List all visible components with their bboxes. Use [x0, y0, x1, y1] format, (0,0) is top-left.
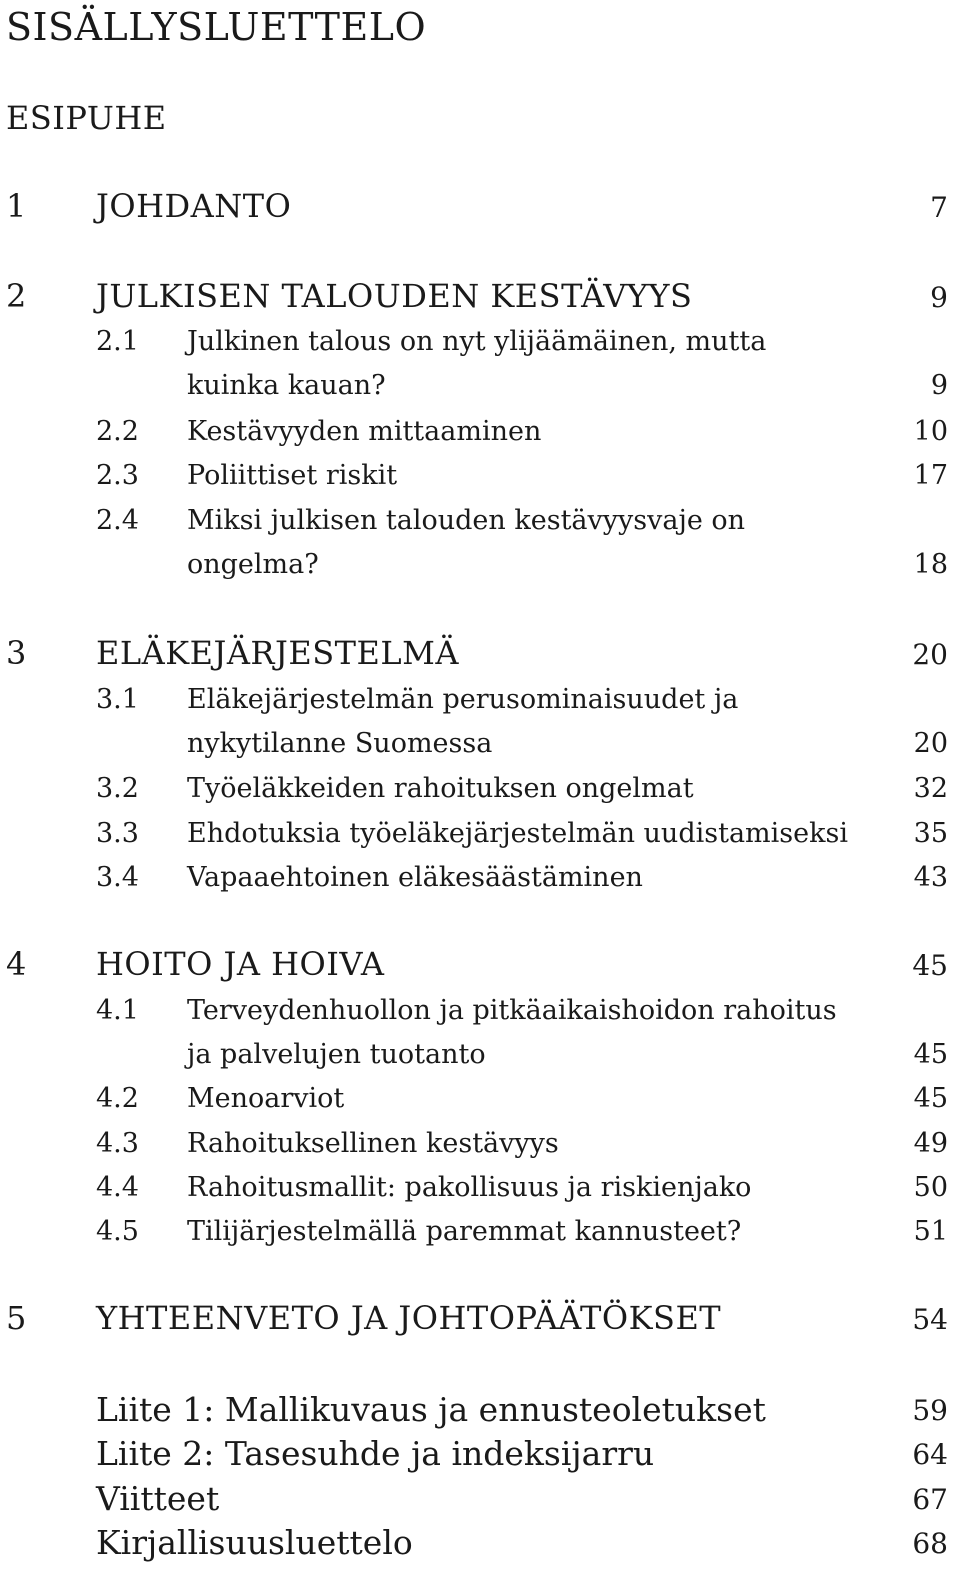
- section-title: Miksi julkisen talouden kestävyysvaje on: [187, 505, 746, 536]
- section-number: 2.4: [96, 505, 139, 536]
- section-title: Kestävyyden mittaaminen: [187, 416, 542, 447]
- toc-section-2-4[interactable]: [0, 507, 960, 557]
- page-number: 45: [913, 1083, 948, 1114]
- page-number: 59: [912, 1394, 948, 1427]
- section-title-continued: kuinka kauan?: [187, 370, 386, 401]
- page-number: 45: [913, 1039, 948, 1070]
- toc-section-2-2[interactable]: [0, 418, 960, 468]
- page-number: 50: [913, 1172, 948, 1203]
- section-number: 4.4: [96, 1172, 139, 1203]
- chapter-number: 1: [6, 187, 27, 225]
- section-number: 2.2: [96, 416, 139, 447]
- section-number: 4.3: [96, 1128, 139, 1159]
- section-title: Poliittiset riskit: [187, 460, 398, 491]
- section-title: Tilijärjestelmällä paremmat kannusteet?: [187, 1216, 742, 1247]
- section-number: 4.1: [96, 995, 139, 1026]
- toc-heading: SISÄLLYSLUETTELO: [6, 5, 427, 49]
- toc-chapter-4[interactable]: [0, 945, 960, 998]
- section-title: Terveydenhuollon ja pitkäaikaishoidon rahoitus: [187, 995, 837, 1026]
- page-number: 45: [912, 949, 948, 982]
- toc-section-2-4-cont[interactable]: [0, 551, 960, 601]
- chapter-number: 3: [6, 634, 27, 672]
- toc-foreword[interactable]: ESIPUHE: [6, 99, 167, 137]
- page-number: 17: [913, 460, 948, 491]
- page-number: 32: [913, 773, 948, 804]
- section-title: Vapaaehtoinen eläkesäästäminen: [187, 862, 643, 893]
- section-title-continued: nykytilanne Suomessa: [187, 728, 493, 759]
- section-number: 2.3: [96, 460, 139, 491]
- page-number: 54: [912, 1303, 948, 1336]
- page-number: 68: [912, 1527, 948, 1560]
- toc-chapter-2[interactable]: [0, 277, 960, 330]
- page-number: 49: [913, 1128, 948, 1159]
- toc-chapter-1[interactable]: [0, 187, 960, 240]
- toc-bibliography[interactable]: [0, 1523, 960, 1576]
- appendix-title: Kirjallisuusluettelo: [96, 1523, 413, 1562]
- section-title: Rahoitusmallit: pakollisuus ja riskienjako: [187, 1172, 752, 1203]
- section-number: 4.5: [96, 1216, 139, 1247]
- appendix-title: Viitteet: [96, 1479, 220, 1518]
- section-title-continued: ja palvelujen tuotanto: [187, 1039, 486, 1070]
- toc-section-3-4[interactable]: [0, 864, 960, 914]
- chapter-title: HOITO JA HOIVA: [96, 945, 385, 983]
- page-number: 20: [912, 638, 948, 671]
- section-title: Työeläkkeiden rahoituksen ongelmat: [187, 773, 694, 804]
- section-number: 4.2: [96, 1083, 139, 1114]
- section-title-continued: ongelma?: [187, 549, 319, 580]
- section-number: 2.1: [96, 326, 139, 357]
- toc-section-4-5[interactable]: [0, 1218, 960, 1268]
- chapter-number: 2: [6, 277, 27, 315]
- section-title: Julkinen talous on nyt ylijäämäinen, mutta: [187, 326, 767, 357]
- toc-section-2-1-cont[interactable]: [0, 372, 960, 422]
- chapter-title: JULKISEN TALOUDEN KESTÄVYYS: [96, 277, 693, 315]
- section-title: Rahoituksellinen kestävyys: [187, 1128, 559, 1159]
- page-number: 7: [930, 191, 948, 224]
- appendix-title: Liite 1: Mallikuvaus ja ennusteoletukset: [96, 1390, 766, 1429]
- chapter-title: JOHDANTO: [96, 187, 292, 225]
- section-number: 3.1: [96, 684, 139, 715]
- page-number: 43: [913, 862, 948, 893]
- page-number: 10: [913, 416, 948, 447]
- chapter-number: 5: [6, 1299, 27, 1337]
- section-number: 3.2: [96, 773, 139, 804]
- chapter-title: YHTEENVETO JA JOHTOPÄÄTÖKSET: [96, 1299, 722, 1337]
- page-number: 51: [913, 1216, 948, 1247]
- page-number: 20: [913, 728, 948, 759]
- section-number: 3.4: [96, 862, 139, 893]
- page-number: 67: [912, 1483, 948, 1516]
- chapter-number: 4: [6, 945, 27, 983]
- toc-section-4-1-cont[interactable]: [0, 1041, 960, 1091]
- section-title: Menoarviot: [187, 1083, 345, 1114]
- page-number: 9: [930, 370, 948, 401]
- page-number: 64: [912, 1438, 948, 1471]
- appendix-title: Liite 2: Tasesuhde ja indeksijarru: [96, 1434, 655, 1473]
- toc-chapter-3[interactable]: [0, 634, 960, 687]
- page-number: 9: [930, 281, 948, 314]
- toc-chapter-5[interactable]: [0, 1299, 960, 1352]
- page-number: 18: [913, 549, 948, 580]
- toc-section-2-1[interactable]: [0, 328, 960, 378]
- section-number: 3.3: [96, 818, 139, 849]
- section-title: Ehdotuksia työeläkejärjestelmän uudistamiseksi: [187, 818, 848, 849]
- page-number: 35: [913, 818, 948, 849]
- chapter-title: ELÄKEJÄRJESTELMÄ: [96, 634, 459, 672]
- section-title: Eläkejärjestelmän perusominaisuudet ja: [187, 684, 739, 715]
